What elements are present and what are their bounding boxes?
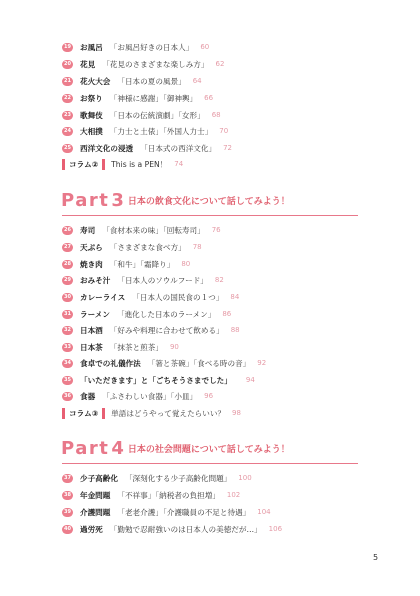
- entry-title: 寿司: [80, 225, 96, 235]
- entry-title: お祭り: [80, 93, 103, 103]
- entry-page: 84: [230, 293, 240, 301]
- entry-description: 「さまざまな食べ方」: [109, 242, 186, 252]
- column-label: コラム③: [69, 408, 99, 418]
- entry-description: 「深刻化する少子高齢化問題」: [124, 473, 232, 483]
- entry-number-badge: 40: [62, 525, 73, 534]
- entry-description: 「老老介護」「介護職員の不足と待遇」: [117, 507, 251, 517]
- column-entry[interactable]: [62, 157, 183, 171]
- entry-page: 86: [222, 310, 232, 318]
- entry-number-badge: 32: [62, 326, 73, 335]
- toc-entry[interactable]: [62, 290, 239, 304]
- entry-description: 「日本人の国民食の１つ」: [132, 292, 224, 302]
- entry-page: 74: [174, 160, 184, 168]
- entry-description: 「ふさわしい食器」「小皿」: [102, 391, 198, 401]
- toc-entry[interactable]: [62, 74, 202, 88]
- column-marker-right: [102, 408, 105, 419]
- entry-description: 「食材本来の味」「回転寿司」: [102, 225, 205, 235]
- entry-number-badge: 28: [62, 260, 73, 269]
- column-marker-left: [62, 408, 65, 419]
- toc-entry[interactable]: [62, 124, 228, 138]
- entry-title: 日本酒: [80, 325, 103, 335]
- entry-number-badge: 23: [62, 111, 73, 120]
- entry-page: 64: [192, 77, 202, 85]
- entry-page: 94: [245, 376, 255, 384]
- toc-entry[interactable]: [62, 323, 240, 337]
- entry-page: 80: [181, 260, 191, 268]
- entry-description: 「抹茶と煎茶」: [109, 342, 163, 352]
- part-number: 4: [111, 438, 124, 459]
- entry-description: 「日本人のソウルフード」: [117, 275, 208, 285]
- entry-number-badge: 21: [62, 77, 73, 86]
- entry-page: 96: [204, 392, 214, 400]
- entry-title: お風呂: [80, 42, 103, 52]
- entry-page: 106: [268, 525, 283, 533]
- entry-title: 過労死: [80, 524, 103, 534]
- toc-entry[interactable]: [62, 522, 282, 536]
- entry-title: ラーメン: [80, 309, 110, 319]
- entry-title: カレーライス: [80, 292, 126, 302]
- entry-number-badge: 35: [62, 376, 73, 385]
- entry-description: 「日本式の西洋文化」: [140, 143, 217, 153]
- entry-description: 「和牛」「霜降り」: [109, 259, 175, 269]
- toc-entry[interactable]: [62, 471, 252, 485]
- entry-title: 焼き肉: [80, 259, 103, 269]
- entry-title: 花火大会: [80, 76, 111, 86]
- entry-title: 歌舞伎: [80, 110, 103, 120]
- entry-description: 「神様に感謝」「御神輿」: [109, 93, 198, 103]
- part-number: 3: [111, 190, 124, 211]
- entry-page: 102: [226, 491, 241, 499]
- entry-page: 76: [211, 226, 221, 234]
- entry-page: 88: [230, 326, 240, 334]
- entry-page: 92: [257, 359, 267, 367]
- entry-number-badge: 29: [62, 276, 73, 285]
- entry-page: 60: [200, 43, 210, 51]
- entry-title: 西洋文化の浸透: [80, 143, 134, 153]
- entry-description: 「箸と茶碗」「食べる時の音」: [147, 358, 251, 368]
- entry-description: 「お風呂好きの日本人」: [109, 42, 194, 52]
- entry-number-badge: 36: [62, 392, 73, 401]
- column-marker-right: [102, 159, 105, 170]
- entry-title: 介護問題: [80, 507, 111, 517]
- entry-page: 78: [192, 243, 202, 251]
- entry-number-badge: 34: [62, 359, 73, 368]
- part-4-heading: [61, 438, 290, 459]
- entry-title: 大相撲: [80, 126, 103, 136]
- part-title: 日本の社会問題について話してみよう！: [127, 445, 290, 455]
- entry-title: おみそ汁: [80, 275, 111, 285]
- entry-description: 「花見のさまざまな楽しみ方」: [102, 59, 209, 69]
- entry-page: 104: [257, 508, 271, 516]
- column-label: コラム②: [69, 159, 99, 169]
- entry-title: 年金問題: [80, 490, 111, 500]
- entry-title: 花見: [80, 59, 96, 69]
- column-entry[interactable]: [62, 406, 241, 420]
- entry-number-badge: 30: [62, 293, 73, 302]
- entry-number-badge: 26: [62, 226, 73, 235]
- toc-entry[interactable]: [62, 273, 224, 287]
- toc-entry[interactable]: [62, 373, 255, 387]
- entry-description: 「日本の伝統演劇」「女形」: [109, 110, 205, 120]
- page-number: 5: [373, 553, 379, 562]
- entry-description: 「不祥事」「納税者の負担増」: [117, 490, 220, 500]
- column-title: This is a PEN！: [111, 159, 168, 169]
- toc-entry[interactable]: [62, 91, 213, 105]
- entry-page: 90: [169, 343, 179, 351]
- entry-page: 98: [232, 409, 241, 417]
- toc-entry[interactable]: [62, 240, 202, 254]
- entry-description: 「好みや料理に合わせて飲める」: [109, 325, 224, 335]
- entry-number-badge: 31: [62, 310, 73, 319]
- entry-title: 日本茶: [80, 342, 103, 352]
- entry-number-badge: 20: [62, 60, 73, 69]
- entry-title: 食卓での礼儀作法: [80, 358, 141, 368]
- entry-title: 少子高齢化: [80, 473, 118, 483]
- entry-number-badge: 22: [62, 94, 73, 103]
- entry-page: 70: [219, 127, 229, 135]
- entry-description: 「勤勉で忍耐強いのは日本人の美徳だが…」: [109, 524, 262, 534]
- toc-entry[interactable]: [62, 389, 213, 403]
- entry-page: 72: [223, 144, 233, 152]
- toc-entry[interactable]: [62, 340, 179, 354]
- toc-entry[interactable]: [62, 223, 221, 237]
- entry-number-badge: 19: [62, 43, 73, 52]
- part-3-heading: [61, 190, 290, 211]
- entry-page: 68: [211, 111, 221, 119]
- entry-page: 100: [238, 474, 252, 482]
- toc-entry[interactable]: [62, 141, 232, 155]
- entry-description: 「進化した日本のラーメン」: [117, 309, 216, 319]
- toc-entry[interactable]: [62, 57, 224, 71]
- entry-title: 食器: [80, 391, 96, 401]
- toc-entry[interactable]: [62, 40, 209, 54]
- column-title: 単語はどうやって覚えたらいい？: [111, 408, 226, 418]
- entry-title: 「いただきます」と「ごちそうさまでした」: [80, 375, 232, 385]
- entry-number-badge: 37: [62, 474, 73, 483]
- part-word: Part: [61, 438, 110, 459]
- part-word: Part: [61, 190, 110, 211]
- entry-number-badge: 33: [62, 343, 73, 352]
- entry-description: 「力士と土俵」「外国人力士」: [109, 126, 213, 136]
- part-3-divider: [62, 215, 358, 216]
- column-marker-left: [62, 159, 65, 170]
- entry-number-badge: 25: [62, 144, 73, 153]
- entry-page: 66: [204, 94, 214, 102]
- toc-entry[interactable]: [62, 307, 231, 321]
- part-4-divider: [62, 463, 358, 464]
- toc-entry[interactable]: [62, 257, 190, 271]
- entry-number-badge: 38: [62, 491, 73, 500]
- toc-entry[interactable]: [62, 108, 221, 122]
- entry-number-badge: 24: [62, 127, 73, 136]
- toc-entry[interactable]: [62, 505, 271, 519]
- entry-page: 62: [215, 60, 225, 68]
- entry-page: 82: [214, 276, 224, 284]
- entry-number-badge: 39: [62, 508, 73, 517]
- toc-entry[interactable]: [62, 488, 240, 502]
- toc-entry[interactable]: [62, 356, 266, 370]
- entry-title: 天ぷら: [80, 242, 103, 252]
- part-title: 日本の飲食文化について話してみよう！: [127, 197, 290, 207]
- entry-description: 「日本の夏の風景」: [117, 76, 186, 86]
- entry-number-badge: 27: [62, 243, 73, 252]
